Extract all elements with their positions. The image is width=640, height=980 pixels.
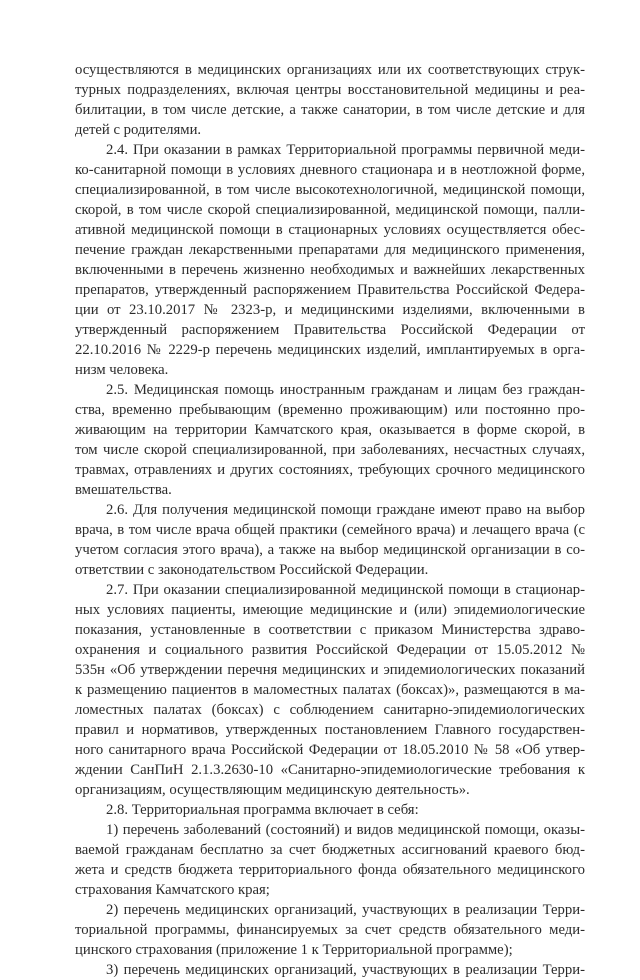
text-line: ждении СанПиН 2.1.3.2630-10 «Санитарно-эпидемиологические требования к xyxy=(75,762,585,778)
text-line: печение граждан лекарственными препаратами для медицинского применения, xyxy=(75,242,585,258)
text-line: утвержденный распоряжением Правительства Российской Федерации от xyxy=(75,322,585,338)
text-line: учетом согласия этого врача), а также на выбор медицинской организации в со- xyxy=(75,542,585,558)
text-line: 1) перечень заболеваний (состояний) и видов медицинской помощи, оказы- xyxy=(106,822,585,838)
text-line: к размещению пациентов в маломестных палатах (боксах)», размещаются в ма- xyxy=(75,682,585,698)
text-line: детей с родителями. xyxy=(75,122,202,138)
text-line: ториальной программы, финансируемых за счет средств обязательного меди- xyxy=(75,922,585,938)
text-line: том числе скорой специализированной, при заболеваниях, несчастных случаях, xyxy=(75,442,585,458)
text-line: ции от 23.10.2017 № 2323-р, и медицинскими изделиями, включенными в xyxy=(75,302,585,318)
text-line: 2.6. Для получения медицинской помощи граждане имеют право на выбор xyxy=(106,502,585,518)
text-line: скорой, в том числе скорой специализированной, медицинской помощи, палли- xyxy=(75,202,585,218)
text-line: ативной медицинской помощи в стационарных условиях осуществляется обес- xyxy=(75,222,585,238)
text-line: 2.4. При оказании в рамках Территориальной программы первичной меди- xyxy=(106,142,585,158)
text-line: турных подразделениях, включая центры восстановительной медицины и реа- xyxy=(75,82,585,98)
text-line: 22.10.2016 № 2229-р перечень медицинских изделий, имплантируемых в орга- xyxy=(75,342,585,358)
text-line: включенными в перечень жизненно необходимых и важнейших лекарственных xyxy=(75,262,585,278)
text-line: билитации, в том числе детские, а также санатории, в том числе детские и для xyxy=(75,102,585,118)
text-line: препаратов, утвержденный распоряжением Правительства Российской Федера- xyxy=(75,282,585,298)
text-line: ваемой гражданам бесплатно за счет бюджетных ассигнований краевого бюд- xyxy=(75,842,585,858)
text-line: ных условиях пациенты, имеющие медицинские и (или) эпидемиологические xyxy=(75,602,585,618)
text-line: врача, в том числе врача общей практики (семейного врача) и лечащего врача (с xyxy=(75,522,585,538)
text-line: травмах, отравлениях и других состояниях, требующих срочного медицинского xyxy=(75,462,585,478)
text-line: показания, установленные в соответствии с приказом Министерства здраво- xyxy=(75,622,585,638)
text-line: жета и средств бюджета территориального фонда обязательного медицинского xyxy=(75,862,585,878)
text-line: живающим на территории Камчатского края, оказывается в форме скорой, в xyxy=(75,422,585,438)
text-line: осуществляются в медицинских организациях или их соответствующих струк- xyxy=(75,62,585,78)
text-line: 2) перечень медицинских организаций, участвующих в реализации Терри- xyxy=(106,902,585,918)
text-line: ломестных палатах (боксах) с соблюдением санитарно-эпидемиологических xyxy=(75,702,585,718)
text-line: страхования Камчатского края; xyxy=(75,882,270,898)
text-line: 2.7. При оказании специализированной медицинской помощи в стационар- xyxy=(106,582,585,598)
text-line: охранения и социального развития Российской Федерации от 15.05.2012 № xyxy=(75,642,585,658)
text-line: специализированной, в том числе высокотехнологичной, медицинской помощи, xyxy=(75,182,585,198)
text-line: ко-санитарной помощи в условиях дневного стационара и в неотложной форме, xyxy=(75,162,585,178)
text-line: вмешательства. xyxy=(75,482,172,498)
text-line: 2.5. Медицинская помощь иностранным гражданам и лицам без граждан- xyxy=(106,382,585,398)
text-line: низм человека. xyxy=(75,362,169,378)
text-line: организациям, осуществляющим медицинскую деятельность». xyxy=(75,782,470,798)
text-line: правил и нормативов, утвержденных постановлением Главного государствен- xyxy=(75,722,585,738)
text-line: цинского страхования (приложение 1 к Территориальной программе); xyxy=(75,942,513,958)
text-line: ответствии с законодательством Российской Федерации. xyxy=(75,562,429,578)
text-line: 2.8. Территориальная программа включает в себя: xyxy=(106,802,419,818)
text-line: ства, временно пребывающим (временно проживающим) или постоянно про- xyxy=(75,402,585,418)
text-line: 3) перечень медицинских организаций, участвующих в реализации Терри- xyxy=(106,962,585,978)
text-line: 535н «Об утверждении перечня медицинских и эпидемиологических показаний xyxy=(75,662,585,678)
text-line: ного санитарного врача Российской Федерации от 18.05.2010 № 58 «Об утвер- xyxy=(75,742,585,758)
